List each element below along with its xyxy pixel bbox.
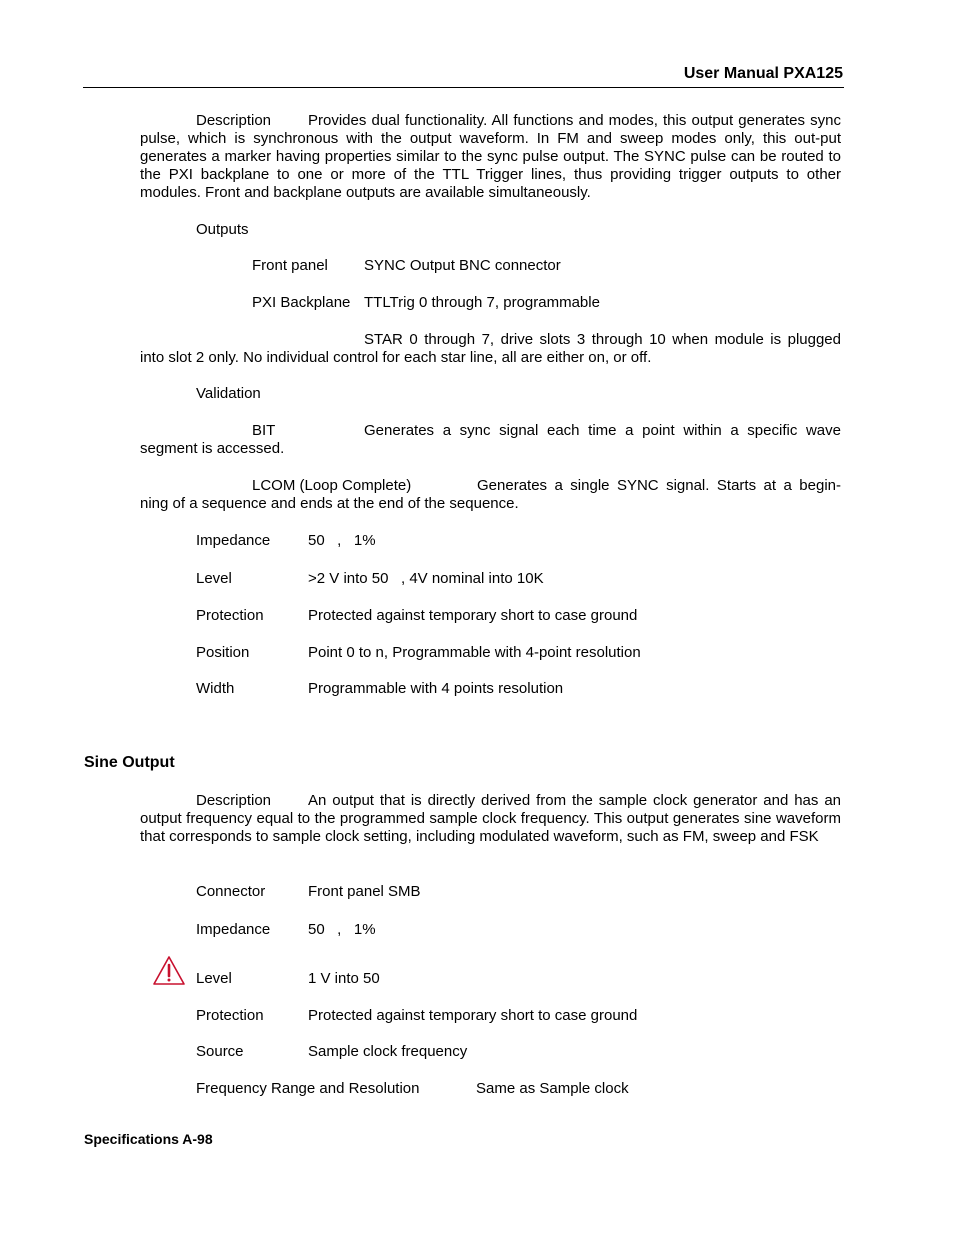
bit-label: BIT bbox=[252, 422, 276, 439]
bit-text: Generates a sync signal each time a point within a specific wave segment is accessed. bbox=[140, 422, 841, 457]
sine-frequency-range-value: Same as Sample clock bbox=[476, 1080, 629, 1097]
sync-impedance-value: 50 , 1% bbox=[308, 532, 376, 549]
lcom-paragraph bbox=[140, 477, 841, 513]
outputs-label: Outputs bbox=[196, 221, 249, 238]
sync-level-label: Level bbox=[196, 570, 232, 587]
sine-level-value: 1 V into 50 bbox=[308, 970, 380, 987]
sync-description-paragraph bbox=[140, 112, 841, 202]
sine-output-heading: Sine Output bbox=[84, 754, 175, 771]
lcom-text: Generates a single SYNC signal. Starts at a begin-ning of a sequence and ends at the end of the sequence. bbox=[140, 477, 841, 512]
sync-width-label: Width bbox=[196, 680, 235, 697]
validation-label: Validation bbox=[196, 385, 261, 402]
bit-paragraph bbox=[140, 422, 841, 458]
sync-protection-label: Protection bbox=[196, 607, 264, 624]
pxi-backplane-value: TTLTrig 0 through 7, programmable bbox=[364, 294, 600, 311]
sine-frequency-range-label: Frequency Range and Resolution bbox=[196, 1080, 420, 1097]
page-footer: Specifications A-98 bbox=[84, 1131, 213, 1147]
sine-source-value: Sample clock frequency bbox=[308, 1043, 468, 1060]
sync-position-label: Position bbox=[196, 644, 250, 661]
sync-impedance-label: Impedance bbox=[196, 532, 271, 549]
sync-protection-value: Protected against temporary short to case ground bbox=[308, 607, 638, 624]
sync-level-value: >2 V into 50 , 4V nominal into 10K bbox=[308, 570, 544, 587]
warning-triangle-icon bbox=[152, 955, 186, 987]
front-panel-label: Front panel bbox=[252, 257, 328, 274]
pxi-backplane-label: PXI Backplane bbox=[252, 294, 351, 311]
sync-position-value: Point 0 to n, Programmable with 4-point resolution bbox=[308, 644, 641, 661]
header-rule bbox=[83, 87, 844, 88]
sync-description-label: Description bbox=[196, 112, 272, 129]
sine-connector-value: Front panel SMB bbox=[308, 883, 421, 900]
sine-description-label: Description bbox=[196, 792, 272, 809]
sine-description-paragraph bbox=[140, 792, 841, 846]
sync-width-value: Programmable with 4 points resolution bbox=[308, 680, 564, 697]
star-paragraph: STAR 0 through 7, drive slots 3 through 10 when module is plugged into slot 2 only. No individual control for each star line, all are either on, or off. bbox=[140, 331, 841, 366]
sine-impedance-value: 50 , 1% bbox=[308, 921, 376, 938]
sine-protection-value: Protected against temporary short to case ground bbox=[308, 1007, 638, 1024]
sine-level-label: Level bbox=[196, 970, 232, 987]
lcom-label: LCOM (Loop Complete) bbox=[252, 477, 412, 494]
sync-description-text: Provides dual functionality. All functions and modes, this output generates sync pulse, which is synchronous with the output waveform. In FM and sweep modes only, this out-put generates a marker having properties similar to the sync pulse output. The SYNC pulse can be routed to the PXI backplane to one or more of the TTL Trigger lines, thus providing trigger outputs to other modules. Front and backplane outputs are available simultaneously. bbox=[140, 112, 841, 201]
sine-protection-label: Protection bbox=[196, 1007, 264, 1024]
front-panel-value: SYNC Output BNC connector bbox=[364, 257, 561, 274]
sine-source-label: Source bbox=[196, 1043, 244, 1060]
sine-description-text: An output that is directly derived from the sample clock generator and has an output frequency equal to the programmed sample clock frequency. This output generates sine waveform that corresponds to sample clock setting, including modulated waveform, such as FM, sweep and FSK bbox=[140, 792, 841, 845]
running-header: User Manual PXA125 bbox=[683, 65, 843, 82]
sine-connector-label: Connector bbox=[196, 883, 266, 900]
sine-impedance-label: Impedance bbox=[196, 921, 271, 938]
